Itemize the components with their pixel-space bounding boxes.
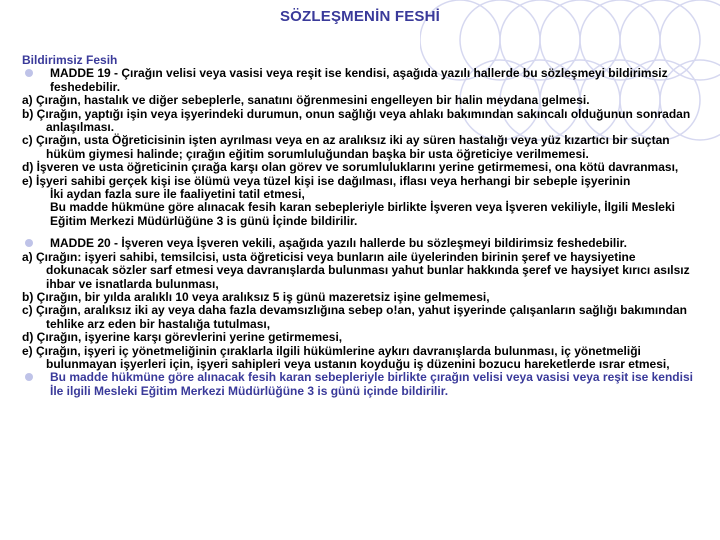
bullet-icon: [25, 373, 33, 381]
bullet-icon: [25, 239, 33, 247]
article-19-line-b: Bu madde hükmüne göre alınacak fesih karan sebepleriyle birlikte İşveren veya İşveren vekiliyle, İlgili Mesleki Eğitim Merkezi Müdürlüğüne 3 is günü İçinde bildirilir.: [50, 200, 675, 228]
article-20-item-a: a) Çırağın: işyeri sahibi, temsilcisi, usta öğreticisi veya bunların aile üyelerinden birinin şeref ve haysiyetine dokunacak sözler sarf etmesi veya davranışlarda bulunması yahut bunlar hakkında şeref ve haysiyet kırıcı asılsız ihbar ve isnatlarda bulunması,: [22, 249, 690, 291]
article-19-text: MADDE 19 - Çırağın velisi veya vasisi veya reşit ise kendisi, aşağıda yazılı hallerde bu sözleşmeyi bildirimsiz feshedebilir.: [50, 66, 668, 94]
article-20-last-bullet: [22, 371, 698, 398]
article-19-item-e: e) İşyeri sahibi gerçek kişi ise ölümü veya tüzel kişi ise dağılması, iflası veya herhangi bir sebeple işyerinin: [22, 173, 631, 188]
article-19-line-a: İki aydan fazla sure ile faaliyetini tatil etmesi,: [50, 187, 305, 202]
article-20-item-b: b) Çırağın, bir yılda aralıklı 10 veya aralıksız 5 iş günü mazeretsiz işine gelmemesi,: [22, 289, 490, 304]
article-20-item-c: c) Çırağın, aralıksız iki ay veya daha fazla devamsızlığına sebep o!an, yahut işyerinde çalışanların sağlığı bakımından tehlike arz eden bir hastalığa tutulması,: [22, 303, 687, 331]
article-20-item-e: e) Çırağın, işyeri iç yönetmeliğinin çıraklarla ilgili hükümlerine aykırı davranışlarda bulunması, iç yönetmeliği bulunmayan işyerleri için, işyeri sahipleri veya ustanın koyduğu iş düzenini bozucu hareketlerde ısrar etmesi,: [22, 343, 670, 371]
article-20-last-text: Bu madde hükmüne göre alınacak fesih karan sebepleriyle birlikte çırağın velisi veya vasisi veya reşit ise kendisi İle ilgili Mesleki Eğitim Merkezi Müdürlüğüne 3 is günü içinde bildirilir.: [50, 370, 693, 398]
bullet-icon: [25, 69, 33, 77]
article-20-text: MADDE 20 - İşveren veya İşveren vekili, aşağıda yazılı hallerde bu sözleşmeyi bildirimsiz feshedebilir.: [50, 236, 627, 251]
article-19-item-d: d) İşveren ve usta öğreticinin çırağa karşı olan görev ve sorumluluklarını yerine getirmemesi, ona kötü davranması,: [22, 160, 679, 175]
article-20-bullet: [22, 237, 698, 250]
article-19-item-a: a) Çırağın, hastalık ve diğer sebeplerle, sanatını öğrenmesini engelleyen bir halin meydana gelmesi.: [22, 93, 590, 108]
article-19-item-c: c) Çırağın, usta Öğreticisinin işten ayrılması veya en az aralıksız iki ay süren hastalığı veya yüz kızartıcı bir suçtan hüküm giymesi halinde; çırağın eğitim sorumluluğundan başka bir usta öğreticiye verilmemesi.: [22, 133, 670, 161]
article-19-item-b: b) Çırağın, yaptığı işin veya işyerindeki durumun, onun sağlığı veya ahlakı bakımından sakıncalı olduğunun sonradan anlaşılması.: [22, 106, 691, 135]
document-body: [22, 54, 698, 398]
page-title: SÖZLEŞMENİN FESHİ: [279, 8, 441, 25]
article-19-bullet: [22, 67, 698, 94]
section-heading: Bildirimsiz Fesih: [22, 53, 118, 67]
article-20-item-d: d) Çırağın, işyerine karşı görevlerini yerine getirmemesi,: [22, 330, 343, 345]
